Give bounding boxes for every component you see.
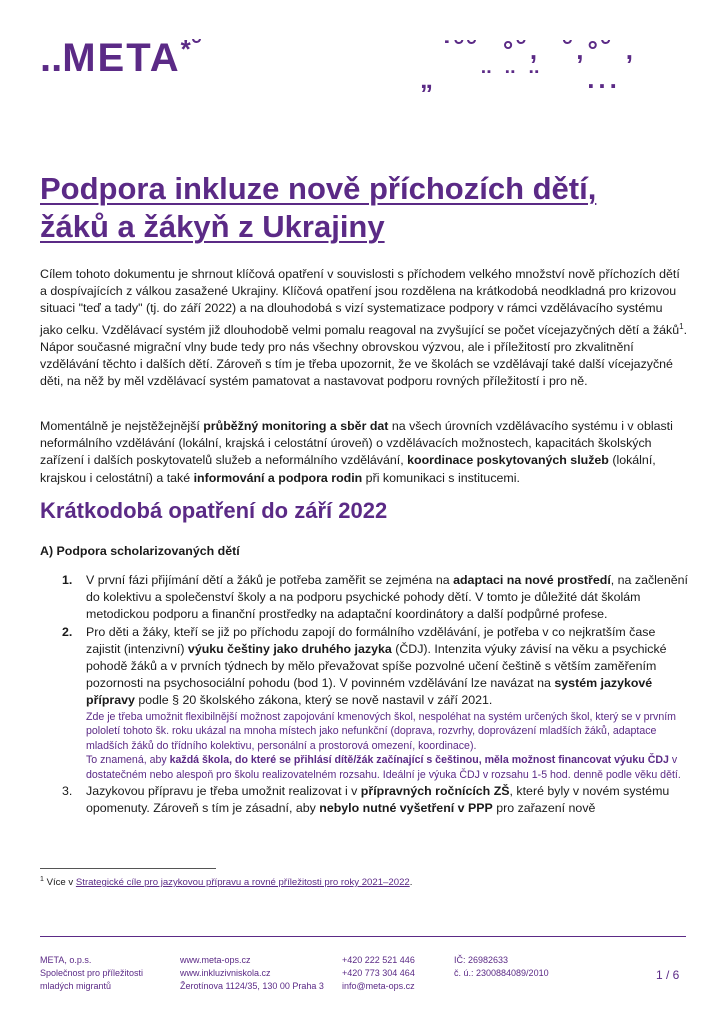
section-subheading: A) Podpora scholarizovaných dětí xyxy=(40,544,240,558)
footer-contact xyxy=(342,954,415,994)
footer-address: Žerotínova 1124/35, 130 00 Praha 3 xyxy=(180,981,324,992)
footnote-link[interactable]: Strategické cíle pro jazykovou přípravu a rovné příležitosti pro roky 2021–2022 xyxy=(75,877,410,889)
footer-phone[interactable]: +420 222 521 446 xyxy=(342,955,415,965)
item-note-2 xyxy=(86,753,688,782)
footer-text: Společnost pro příležitosti xyxy=(40,968,144,979)
list-number: 1. xyxy=(62,573,73,587)
note-text: To znamená, aby xyxy=(86,754,170,767)
note-text: v dostatečném nebo alespoň pro školu realizovatelném rozsahu. Ideální je výuka ČDJ v rozsahu 1-5 hod. denně podle věku dětí. xyxy=(86,754,681,781)
item-text: , na začlenění do kolektivu a společenství školy a na podporu psychické pohody dětí. V tomto je důležité dát školám metodickou podporu a finanční prostředky na adaptační koordinátory a další podpůrné profese. xyxy=(86,573,688,622)
footer-web xyxy=(180,954,324,994)
p2-bold-1: průběžný monitoring a sběr dat xyxy=(203,419,389,433)
item-text: podle § 20 školského zákona, který se nově nastavil v září 2021. xyxy=(134,693,493,708)
measures-list xyxy=(40,572,688,817)
p2-text-c: na všech úrovních vzdělávacího systému i v oblasti neformálního vzdělávání (lokální, krajská i celostátní úroveň) o vzdělávacích možnostech, kapacitách školských zařízení i dalších poskytovatelů služeb a neformálního vzdělávání, xyxy=(40,419,673,468)
footnote xyxy=(40,876,412,888)
document-title xyxy=(40,170,680,246)
page-number: 1 / 6 xyxy=(656,968,680,982)
section-heading: Krátkodobá opatření do září 2022 xyxy=(40,498,388,523)
footer-text: META, o.p.s. xyxy=(40,955,92,965)
item-note-1: Zde je třeba umožnit flexibilnější možnost zapojování kmenových škol, nespoléhat na systém určených škol, který se v prvním pololetí tohoto šk. roku ukázal na mnoha místech jako nefunkční (doprava, rozvrhy, doprovázení mladších žáků, adaptace mladších žáků do třídního kolektivu, personální a prostorová omezení, koordinace). xyxy=(86,710,676,752)
footer-org xyxy=(40,954,143,994)
title-line-2: žáků a žákyň z Ukrajiny xyxy=(40,209,385,244)
p2-text-e: při komunikaci s institucemi. xyxy=(362,470,520,485)
list-item xyxy=(40,572,688,624)
footer-text: č. ú.: 2300884089/2010 xyxy=(454,968,549,979)
item-bold: výuku češtiny jako druhého jazyka xyxy=(187,641,392,656)
tagline-line-1: ˙˘˘ °˘, ˘,°˘ , xyxy=(420,35,637,65)
item-text: Pro děti a žáky, kteří se již po příchodu zapojí do formálního vzdělávání, je potřeba v co nejkratším čase zajistit (intenzivní) xyxy=(86,624,656,656)
item-text: pro zařazení nově xyxy=(492,800,596,815)
list-item xyxy=(40,783,688,817)
footer-ids xyxy=(454,954,549,980)
intro-paragraph-2 xyxy=(40,418,688,487)
footer-text: IČ: 26982633 xyxy=(454,955,509,965)
footer-link[interactable]: www.meta-ops.cz xyxy=(180,955,251,965)
footnote-text: Více v xyxy=(43,877,76,889)
item-bold: nebylo nutné vyšetření v PPP xyxy=(319,800,493,815)
footnote-divider xyxy=(40,868,216,869)
footer-text: mladých migrantů xyxy=(40,981,112,992)
meta-logo xyxy=(40,34,204,80)
item-text: Jazykovou přípravu je třeba umožnit realizovat i v xyxy=(86,783,361,798)
item-bold: přípravných ročnících ZŠ xyxy=(360,783,510,798)
list-item xyxy=(40,624,688,783)
footnote-ref[interactable]: 1 xyxy=(679,321,684,331)
logo-text: META xyxy=(62,36,181,80)
logo-mark: *˘ xyxy=(180,34,204,64)
footnote-text: . xyxy=(409,877,413,889)
tagline-line-2: „ ¨ ¨ ¨ ... xyxy=(420,63,621,94)
p2-text-d: (lokální, krajskou i celostátní) a také xyxy=(40,453,656,485)
item-text: V první fázi přijímání dětí a žáků je potřeba zaměřit se zejména na xyxy=(86,573,454,587)
p2-bold-2: koordinace poskytovaných služeb xyxy=(407,453,609,468)
title-line-1: Podpora inkluze nově příchozích dětí, xyxy=(40,171,597,206)
note-bold: každá škola, do které se přihlásí dítě/žák začínající s češtinou, měla možnost financovat výuku ČDJ xyxy=(169,754,669,767)
item-bold: adaptaci na nové prostředí xyxy=(453,573,611,587)
item-text: (ČDJ). Intenzita výuky závisí na věku a psychické pohodě žáků a v prvních týdnech by mělo převažovat spíše pozvolné učení češtině s větším zaměřením pozornosti na psychosociální pohodu (bod 1). V povinném vzdělávání lze navázat na xyxy=(86,641,667,691)
p1-text-a: Cílem tohoto dokumentu je shrnout klíčová opatření v souvislosti s příchodem velkého množství nově příchozích dětí a dospívajících z válkou zasažené Ukrajiny. Klíčová opatření jsou rozdělena na krátkodobá neodkladná pro krizovou situaci "teď a tady" (tj. do září 2022) a na dlouhodobá s vizí systematizace podpory v rámci vzdělávacího systému jako celku. Vzdělávací systém již dlouhodobě velmi pomalu reagoval na zvyšující se počet vícejazyčných dětí a žáků xyxy=(40,267,680,337)
p1-text-b: . Nápor současné migrační vlny bude tedy pro nás všechny obrovskou výzvou, ale i příležitostí pro zkvalitnění vzdělávání těchto i dalších dětí. Zároveň s tím je třeba upozornit, že ve školách se vzdělávají také další vícejazyčné děti, na něž by měl vzdělávací systém pamatovat a nastavovat podporu rovných příležitostí i pro ně. xyxy=(40,322,688,389)
list-number: 3. xyxy=(62,783,73,798)
footer-phone[interactable]: +420 773 304 464 xyxy=(342,968,415,979)
header-tagline xyxy=(420,36,690,93)
p2-text-a: Momentálně je nejstěžejnější xyxy=(40,419,204,433)
intro-paragraph-1 xyxy=(40,266,688,391)
item-bold: systém jazykové přípravy xyxy=(86,676,653,708)
footer-divider xyxy=(40,936,686,937)
item-text: , které byly v novém systému opomenuty. Zároveň s tím je zásadní, aby xyxy=(86,783,670,815)
logo-dots: .. xyxy=(40,36,63,80)
footer-email[interactable]: info@meta-ops.cz xyxy=(342,981,415,992)
footnote-number: 1 xyxy=(40,876,44,883)
footer-link[interactable]: www.inkluzivniskola.cz xyxy=(180,968,271,979)
list-number: 2. xyxy=(62,624,73,639)
p2-bold-3: informování a podpora rodin xyxy=(193,470,363,485)
